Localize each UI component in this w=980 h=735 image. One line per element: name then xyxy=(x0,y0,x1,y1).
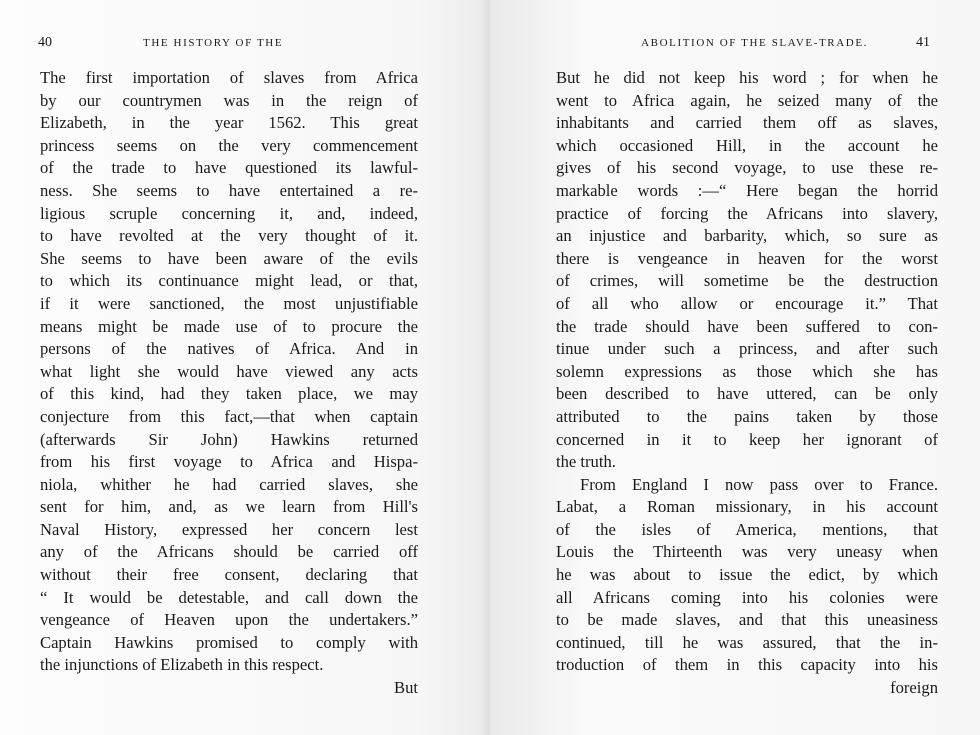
text-line: of the isles of America, mentions, that xyxy=(556,519,938,539)
text-line: sent for him, and, as we learn from Hill's xyxy=(40,497,418,517)
text-line: the trade should have been suffered to con- xyxy=(556,316,938,336)
left-page-body xyxy=(40,67,418,700)
text-line: Labat, a Roman missionary, in his account xyxy=(556,497,938,517)
text-line: vengeance of Heaven upon the undertakers.” xyxy=(40,610,418,630)
text-line: practice of forcing the Africans into slavery, xyxy=(556,203,938,223)
text-line: The first importation of slaves from Africa xyxy=(40,68,418,87)
running-head-right: ABOLITION OF THE SLAVE-TRADE. xyxy=(641,37,868,49)
text-line: Louis the Thirteenth was very uneasy when xyxy=(556,542,938,562)
text-line: concerned in it to keep her ignorant of xyxy=(556,429,938,449)
page-number-right: 41 xyxy=(916,35,930,50)
running-head-left: THE HISTORY OF THE xyxy=(143,37,284,49)
text-line: tinue under such a princess, and after such xyxy=(556,339,938,359)
text-line: went to Africa again, he seized many of the xyxy=(556,90,938,110)
text-line: there is vengeance in heaven for the worst xyxy=(556,248,938,268)
text-line: from his first voyage to Africa and Hispa- xyxy=(40,452,418,472)
text-line: means might be made use of to procure the xyxy=(40,316,418,336)
text-line: all Africans coming into his colonies were xyxy=(556,587,938,607)
page-number-left: 40 xyxy=(38,35,52,50)
text-line: to have revolted at the very thought of it. xyxy=(40,226,418,246)
text-line: continued, till he was assured, that the in- xyxy=(556,632,938,652)
text-line: gives of his second voyage, to use these re- xyxy=(556,158,938,178)
left-page-header xyxy=(38,37,418,53)
text-line: troduction of them in this capacity into his xyxy=(556,655,938,675)
text-line: to which its continuance might lead, or that, xyxy=(40,271,418,291)
text-line: been described to have uttered, can be only xyxy=(556,384,938,404)
text-line: solemn expressions as those which she has xyxy=(556,361,938,381)
text-line: of this kind, had they taken place, we may xyxy=(40,384,418,404)
text-line: Elizabeth, in the year 1562. This great xyxy=(40,113,418,133)
text-line: any of the Africans should be carried off xyxy=(40,542,418,562)
right-page-header xyxy=(610,37,930,53)
text-line: if it were sanctioned, the most unjustifiable xyxy=(40,293,418,313)
text-line: of crimes, will sometime be the destruction xyxy=(556,271,938,291)
text-line: (afterwards Sir John) Hawkins returned xyxy=(40,429,418,449)
text-line: without their free consent, declaring that xyxy=(40,565,418,585)
text-line: From England I now pass over to France. xyxy=(580,474,938,494)
text-line: he was about to issue the edict, by which xyxy=(556,565,938,585)
text-line: “ It would be detestable, and call down the xyxy=(40,587,418,607)
text-line: what light she would have viewed any acts xyxy=(40,361,418,381)
text-line: by our countrymen was in the reign of xyxy=(40,90,418,110)
text-line: of the trade to have questioned its lawful- xyxy=(40,158,418,178)
text-line: Naval History, expressed her concern lest xyxy=(40,519,418,539)
text-line: She seems to have been aware of the evils xyxy=(40,248,418,268)
text-line: inhabitants and carried them off as slaves, xyxy=(556,113,938,133)
text-line: niola, whither he had carried slaves, she xyxy=(40,474,418,494)
text-line: to be made slaves, and that this uneasiness xyxy=(556,610,938,630)
text-line: persons of the natives of Africa. And in xyxy=(40,339,418,359)
text-line: the truth. xyxy=(556,452,616,472)
right-page-body xyxy=(556,67,938,700)
text-line: the injunctions of Elizabeth in this respect. xyxy=(40,655,324,675)
text-line: markable words :—“ Here began the horrid xyxy=(556,180,938,200)
text-line: But he did not keep his word ; for when he xyxy=(556,68,938,87)
text-line: princess seems on the very commencement xyxy=(40,135,418,155)
text-line: an injustice and barbarity, which, so sure as xyxy=(556,226,938,246)
text-line: of all who allow or encourage it.” That xyxy=(556,293,938,313)
text-line: attributed to the pains taken by those xyxy=(556,406,938,426)
catchword-right: foreign xyxy=(890,678,938,698)
text-line: conjecture from this fact,—that when captain xyxy=(40,406,418,426)
text-line: which occasioned Hill, in the account he xyxy=(556,135,938,155)
catchword-left: But xyxy=(394,678,418,698)
text-line: ness. She seems to have entertained a re- xyxy=(40,180,418,200)
right-page xyxy=(490,0,980,735)
text-line: Captain Hawkins promised to comply with xyxy=(40,632,418,652)
text-line: ligious scruple concerning it, and, indeed, xyxy=(40,203,418,223)
